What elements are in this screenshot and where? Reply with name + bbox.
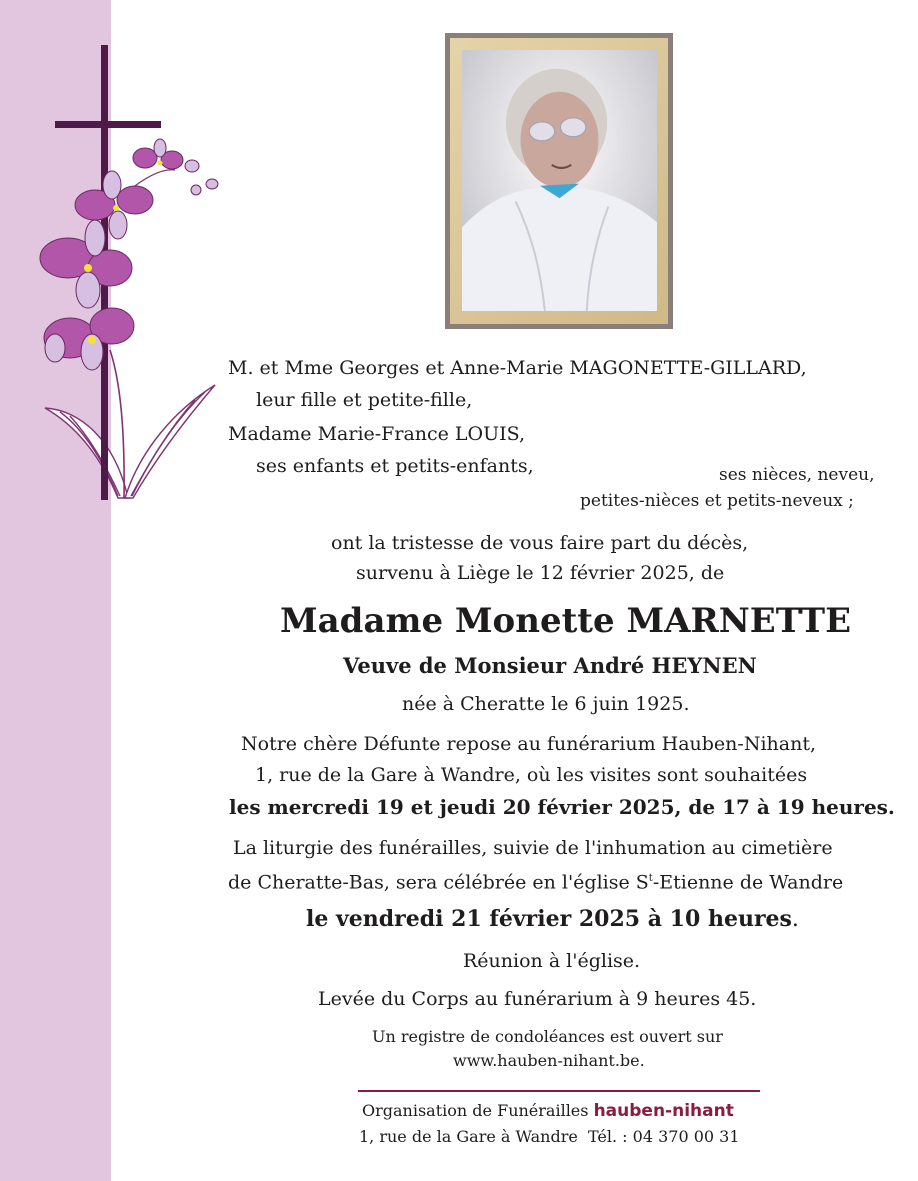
family-line-3: Madame Marie-France LOUIS, [228,423,526,445]
registry-url[interactable]: www.hauben-nihant.be. [453,1051,645,1070]
orchid-flower-2 [44,308,134,370]
orchid-flower-4 [133,139,183,169]
announcement-line-2: survenu à Liège le 12 février 2025, de [356,562,725,584]
family-line-4: ses enfants et petits-enfants, [256,455,534,477]
registry-line-1: Un registre de condoléances est ouvert sur [372,1027,723,1046]
funeral-date-bold: le vendredi 21 février 2025 à 10 heures [306,906,792,932]
funeral-line-2b: -Etienne de Wandre [652,871,844,894]
org-label: Organisation de Funérailles [362,1101,589,1120]
brand-logo: hauben-nihant [593,1101,734,1121]
funeral-date-end: . [791,907,799,932]
family-line-2: leur fille et petite-fille, [256,389,473,411]
deceased-name: Madame Monette MARNETTE [280,601,852,641]
footer-address: 1, rue de la Gare à Wandre [359,1127,578,1146]
footer-phone: Tél. : 04 370 00 31 [587,1127,740,1146]
footer-organisation [362,1101,734,1121]
family-line-6: petites-nièces et petits-neveux ; [580,491,854,511]
widow-of: Veuve de Monsieur André HEYNEN [343,653,757,678]
cross-orchid-decoration [0,0,240,520]
funeral-date [306,905,799,934]
lifting-info: Levée du Corps au funérarium à 9 heures 45. [318,988,757,1010]
footer-contact [359,1127,740,1147]
orchid-leaves [45,385,215,498]
funeral-line-1: La liturgie des funérailles, suivie de l'inhumation au cimetière [233,837,833,859]
funeral-line-2 [228,868,843,893]
birth-info: née à Cheratte le 6 juin 1925. [402,693,690,715]
portrait-mat [450,38,668,324]
visitation-dates: les mercredi 19 et jeudi 20 février 2025, de 17 à 19 heures. [229,795,895,819]
portrait-frame [445,33,673,329]
visitation-line-1: Notre chère Défunte repose au funérarium Hauben-Nihant, [241,733,817,755]
cross-horizontal [55,121,161,128]
family-line-5: ses nièces, neveu, [719,465,875,485]
announcement-line-1: ont la tristesse de vous faire part du décès, [331,532,749,554]
family-line-1: M. et Mme Georges et Anne-Marie MAGONETTE-GILLARD, [228,357,807,379]
orchid-buds [185,160,218,195]
footer-divider [358,1090,760,1092]
funeral-line-2a: de Cheratte-Bas, sera célébrée en l'église S [228,871,649,894]
meeting-info: Réunion à l'église. [463,950,641,972]
saint-superscript: t [648,873,653,884]
visitation-line-2: 1, rue de la Gare à Wandre, où les visites sont souhaitées [255,764,808,786]
portrait-photo [462,50,657,311]
